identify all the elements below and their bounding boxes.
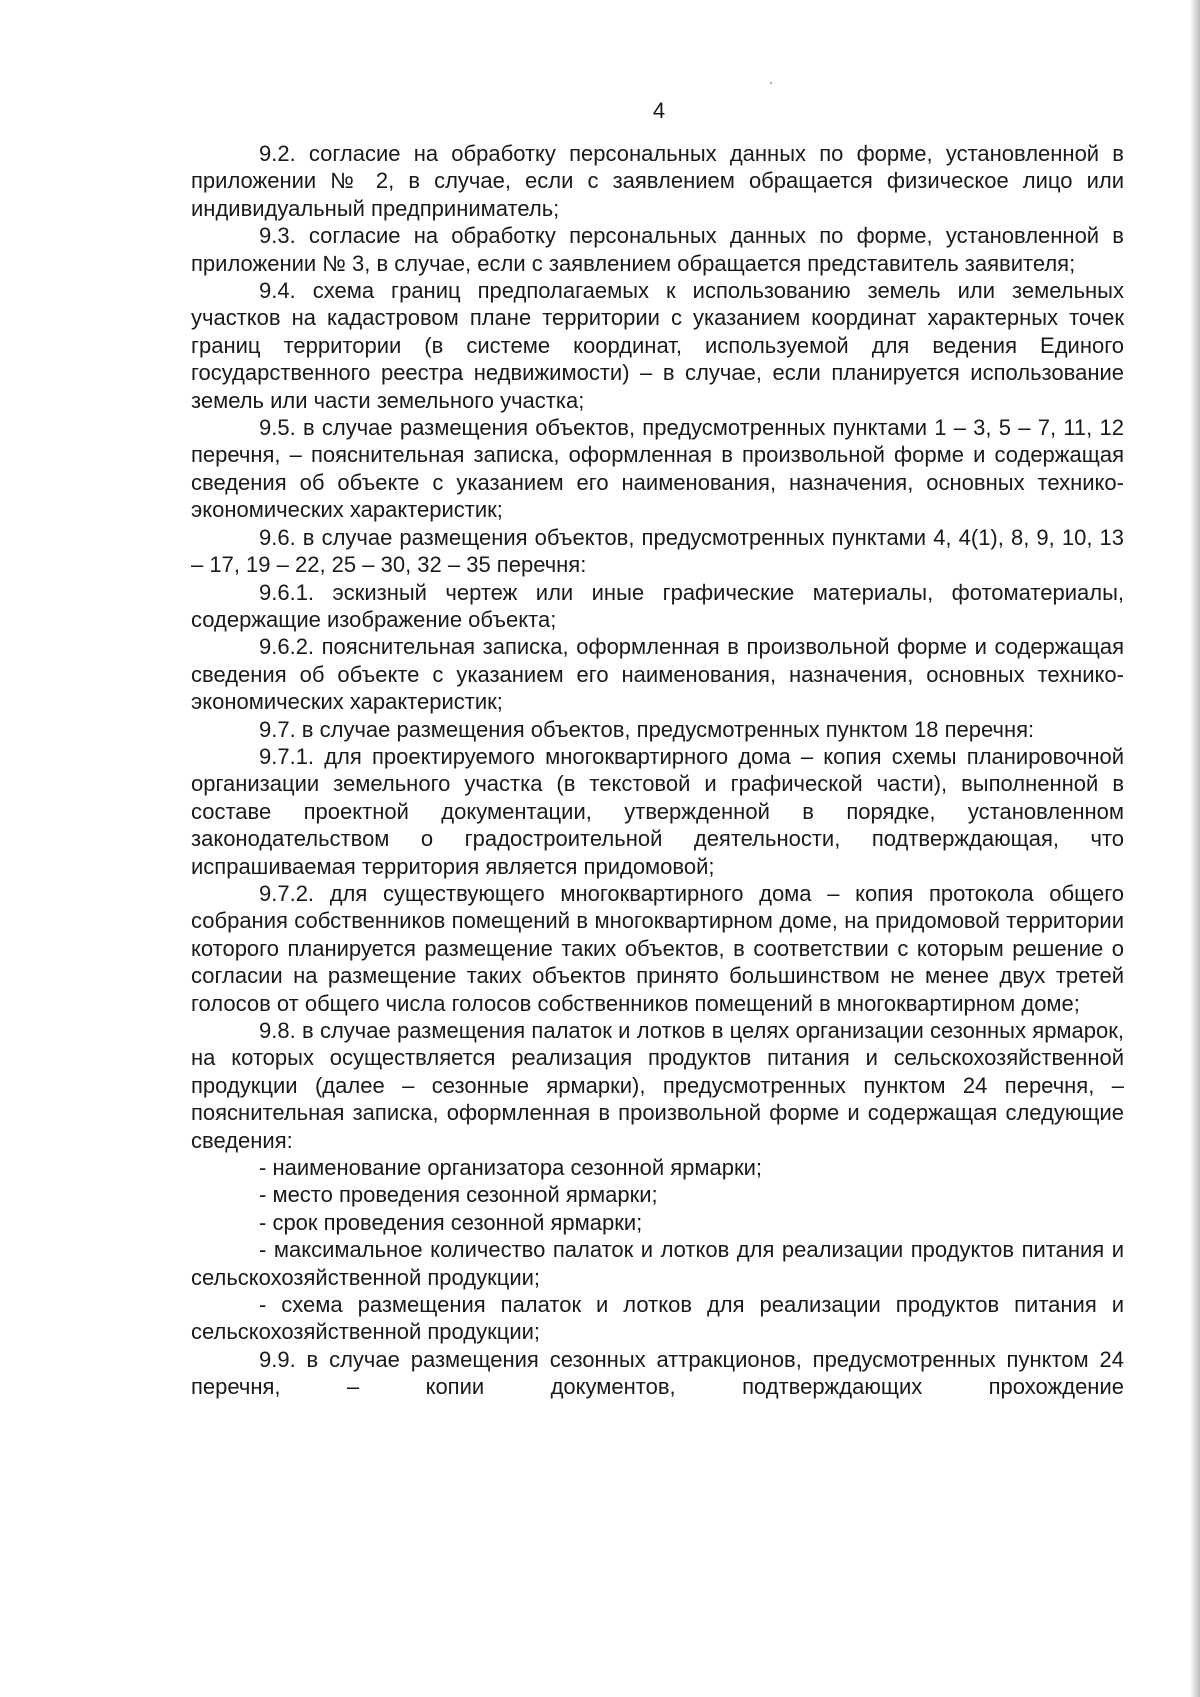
paragraph-9-3: 9.3. согласие на обработку персональных данных по форме, установленной в приложении № 3, в случае, если с заявлением обращается представитель заявителя;	[191, 223, 1124, 276]
paragraph-9-7: 9.7. в случае размещения объектов, предусмотренных пунктом 18 перечня:	[259, 716, 1035, 742]
list-item-max-stalls: - максимальное количество палаток и лотков для реализации продуктов питания и сельскохозяйственной продукции;	[191, 1237, 1124, 1290]
document-body	[191, 140, 1124, 1401]
list-item-location: - место проведения сезонной ярмарки;	[259, 1182, 658, 1208]
list-item-organizer: - наименование организатора сезонной ярмарки;	[259, 1155, 763, 1181]
paragraph-9-9: 9.9. в случае размещения сезонных аттракционов, предусмотренных пунктом 24 перечня, – копии документов, подтверждающих прохождение	[191, 1346, 1124, 1400]
page-number: 4	[652, 98, 666, 123]
page-edge-shadow	[1190, 0, 1200, 1697]
paragraph-9-6-2: 9.6.2. пояснительная записка, оформленная в произвольной форме и содержащая сведения об объекте с указанием его наименования, назначения, основных технико-экономических характеристик;	[191, 634, 1124, 715]
paragraph-9-6-1: 9.6.1. эскизный чертеж или иные графические материалы, фотоматериалы, содержащие изображение объекта;	[191, 579, 1124, 632]
paragraph-9-8: 9.8. в случае размещения палаток и лотков в целях организации сезонных ярмарок, на которых осуществляется реализация продуктов питания и сельскохозяйственной продукции (далее – сезонные ярмарки), предусмотренных пунктом 24 перечня, – пояснительная записка, оформленная в произвольной форме и содержащая следующие сведения:	[191, 1018, 1124, 1153]
paragraph-9-4: 9.4. схема границ предполагаемых к использованию земель или земельных участков на кадастровом плане территории с указанием координат характерных точек границ территории (в системе координат, используемой для ведения Единого государственного реестра недвижимости) – в случае, если планируется использование земель или части земельного участка;	[191, 278, 1124, 413]
scan-speck	[770, 82, 772, 84]
list-item-period: - срок проведения сезонной ярмарки;	[259, 1209, 643, 1235]
paragraph-9-6: 9.6. в случае размещения объектов, предусмотренных пунктами 4, 4(1), 8, 9, 10, 13 – 17, 19 – 22, 25 – 30, 32 – 35 перечня:	[191, 524, 1124, 578]
paragraph-9-2: 9.2. согласие на обработку персональных данных по форме, установленной в приложении № 2, в случае, если с заявлением обращается физическое лицо или индивидуальный предприниматель;	[191, 141, 1124, 221]
list-item-stall-layout: - схема размещения палаток и лотков для реализации продуктов питания и сельскохозяйственной продукции;	[191, 1292, 1124, 1345]
paragraph-9-5: 9.5. в случае размещения объектов, предусмотренных пунктами 1 – 3, 5 – 7, 11, 12 перечня, – пояснительная записка, оформленная в произвольной форме и содержащая сведения об объекте с указанием его наименования, назначения, основных технико-экономических характеристик;	[191, 415, 1124, 523]
paragraph-9-7-1: 9.7.1. для проектируемого многоквартирного дома – копия схемы планировочной организации земельного участка (в текстовой и графической части), выполненной в составе проектной документации, утвержденной в порядке, установленном законодательством о градостроительной деятельности, подтверждающая, что испрашиваемая территория является придомовой;	[191, 743, 1124, 879]
paragraph-9-7-2: 9.7.2. для существующего многоквартирного дома – копия протокола общего собрания собственников помещений в многоквартирном доме, на придомовой территории которого планируется размещение таких объектов, в соответствии с которым решение о согласии на размещение таких объектов принято большинством не менее двух третей голосов от общего числа голосов собственников помещений в многоквартирном доме;	[191, 880, 1124, 1016]
